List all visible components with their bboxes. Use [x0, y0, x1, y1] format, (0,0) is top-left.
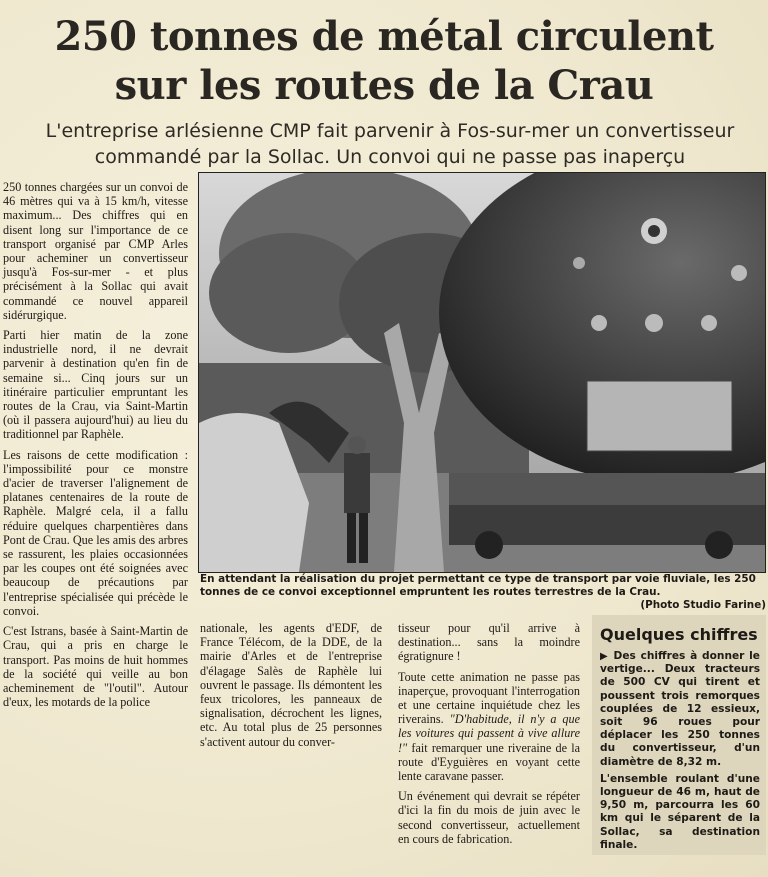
article-column-3	[398, 621, 580, 852]
paragraph-text: Des chiffres à donner le vertige... Deux tracteurs de 500 CV qui tirent et poussent trois remorques couplées de 12 essieux, soit 96 roues pour déplacer les 250 tonnes du convertisseur, d'un diamètre de 8,32 m.	[600, 650, 760, 768]
sidebar-box-body	[592, 650, 766, 852]
paragraph	[398, 670, 580, 784]
article-column-1	[3, 180, 188, 715]
paragraph	[600, 650, 760, 769]
paragraph: C'est Istrans, basée à Saint-Martin de Crau, qui a pris en charge le transport. Pas moins de huit hommes de la société qui veille au bon acheminement de "l'outil". Autour d'eux, les motards de la police	[3, 624, 188, 710]
headline-line-2: sur les routes de la Crau	[114, 62, 654, 109]
headline	[0, 12, 768, 110]
paragraph: nationale, les agents d'EDF, de France Télécom, de la DDE, de la mairie d'Arles et de l'entreprise d'élagage Salès de Raphèle lui ouvrent le passage. Ils démontent les feux tricolores, les panneaux de signalisation, décrochent les lignes, etc. Au total plus de 25 personnes s'activent autour du conver-	[200, 621, 382, 749]
headline-line-1: 250 tonnes de métal circulent	[54, 13, 714, 60]
paragraph: 250 tonnes chargées sur un convoi de 46 mètres qui va à 15 km/h, vitesse maximum... Des chiffres qui en disent long sur l'importance de ce transport organisé par CMP Arles pour acheminer un convertisseur jusqu'à Fos-sur-mer - et plus précisément à la Sollac qui avait commandé ce nouvel appareil sidérurgique.	[3, 180, 188, 322]
news-photo	[198, 172, 766, 573]
sidebar-box	[592, 615, 766, 855]
paragraph: L'ensemble roulant d'une longueur de 46 m, haut de 9,50 m, parcourra les 60 km qui le séparent de la Sollac, sa destination finale.	[600, 772, 760, 851]
convoy-photo-illustration	[199, 173, 765, 572]
paragraph-text: Toute cette animation ne passe pas inaperçue, provoquant l'interrogation et une certaine inquiétude chez les riverains.	[398, 669, 580, 727]
caption-text: En attendant la réalisation du projet permettant ce type de transport par voie fluviale, les 250 tonnes de ce convoi exceptionnel empruntent les routes terrestres de la Crau.	[200, 573, 756, 598]
photo-caption	[200, 573, 766, 612]
sidebar-box-title: Quelques chiffres	[600, 625, 758, 644]
quote: "D'habitude, il n'y a que les voitures qui passent à vive allure !"	[398, 712, 581, 755]
subheadline-line-2: commandé par la Sollac. Un convoi qui ne passe pas inaperçu	[94, 146, 686, 168]
paragraph: Les raisons de cette modification : l'impossibilité pour ce monstre d'acier de traverser l'alignement de platanes centenaires de la route de Raphèle. Malgré cela, il a fallu réduire quelques charpentières dans Pont de Crau. Que les amis des arbres se rassurent, les plaies occasionnées par les coupes ont été soignées avec beaucoup de précautions par l'entreprise spécialisée qui précède le convoi.	[3, 447, 188, 618]
paragraph-text: fait remarquer une riveraine de la route d'Eyguières en voyant cette lente caravane passer.	[398, 740, 580, 784]
photo-credit: (Photo Studio Farine)	[640, 599, 766, 611]
paragraph: tisseur pour qu'il arrive à destination... sans la moindre égratignure !	[398, 621, 580, 664]
paragraph: Un événement qui devrait se répéter d'ici la fin du mois de juin avec le second convertisseur, actuellement en cours de fabrication.	[398, 789, 580, 846]
article-column-2	[200, 621, 382, 755]
subheadline	[20, 118, 760, 170]
triangle-bullet-icon: ▶	[600, 651, 609, 662]
paragraph: Parti hier matin de la zone industrielle nord, il ne devrait parvenir à destination qu'en fin de semaine si... Cinq jours sur un itinéraire particulier empruntant les routes de la Crau, via Saint-Martin (où il passera aujourd'hui) au lieu du traditionnel par Raphèle.	[3, 328, 188, 442]
subheadline-line-1: L'entreprise arlésienne CMP fait parvenir à Fos-sur-mer un convertisseur	[45, 120, 735, 142]
